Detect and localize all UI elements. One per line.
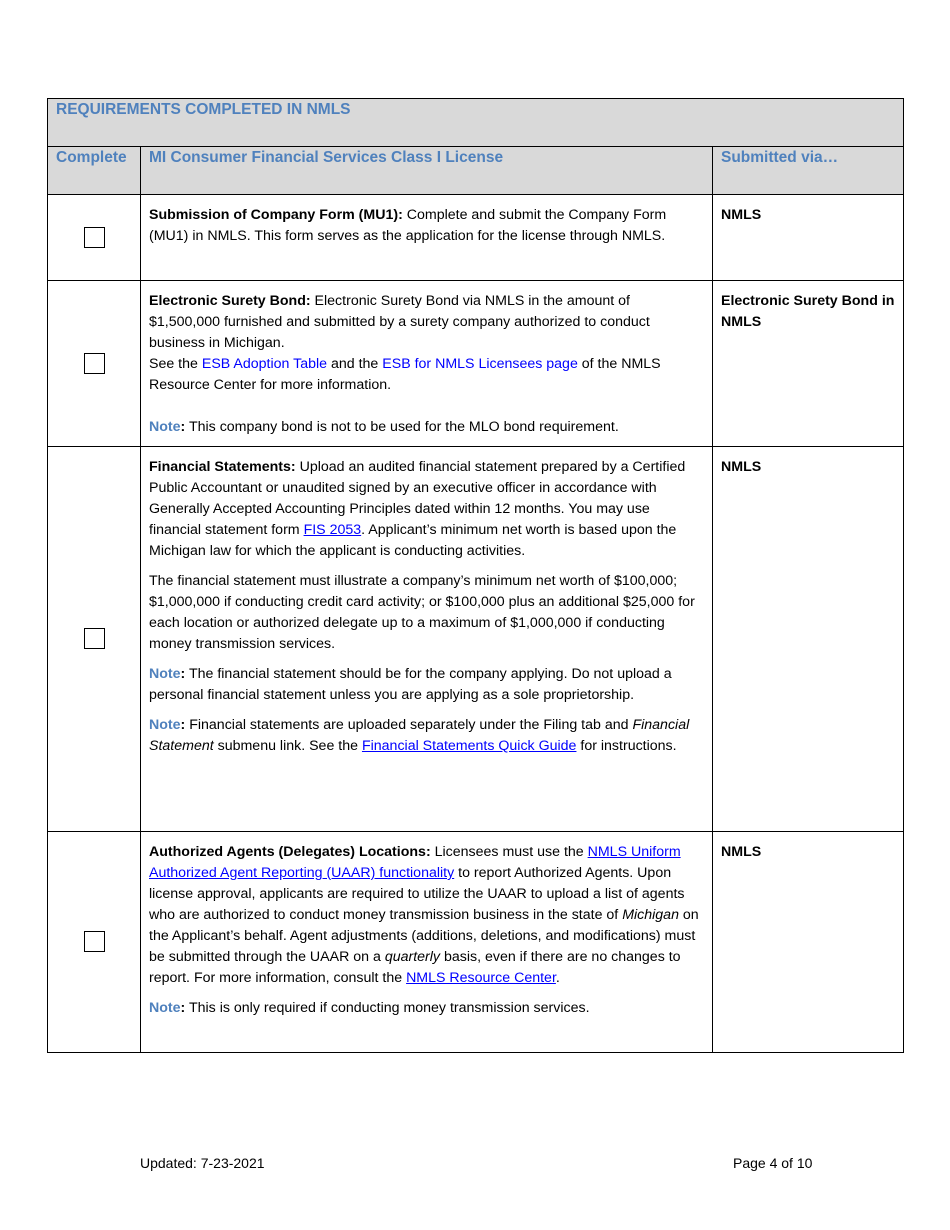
header-license-cell bbox=[141, 147, 713, 195]
note-italic: Financial Statement bbox=[149, 717, 690, 754]
footer-page-number: Page 4 of 10 bbox=[733, 1155, 813, 1171]
complete-checkbox[interactable] bbox=[84, 353, 105, 374]
nmls-resource-center-link[interactable]: NMLS Resource Center bbox=[406, 970, 556, 986]
table-title-cell bbox=[48, 99, 904, 147]
uaar-functionality-link[interactable]: NMLS Uniform Authorized Agent Reporting (UAAR) functionality bbox=[149, 844, 681, 881]
requirement-text-4: basis, even if there are no changes to report. For more information, consult the bbox=[149, 949, 681, 986]
requirement-title: Electronic Surety Bond: bbox=[149, 293, 311, 309]
footer-updated: Updated: 7-23-2021 bbox=[140, 1155, 265, 1171]
net-worth-paragraph: The financial statement must illustrate a company’s minimum net worth of $100,000; $1,000,000 if conducting credit card activity; or $100,000 plus an additional $25,000 for each location or authorized delegate up to a maximum of $1,000,000 if conducting money transmission services. bbox=[149, 573, 695, 652]
requirement-text-3: on the Applicant’s behalf. Agent adjustments (additions, deletions, and modifications) must be submitted through the UAAR on a bbox=[149, 907, 699, 965]
requirement-title: Authorized Agents (Delegates) Locations: bbox=[149, 844, 431, 860]
header-complete-cell bbox=[48, 147, 141, 195]
requirement-description bbox=[141, 281, 713, 447]
note-colon: : bbox=[180, 419, 186, 435]
note-text-2: submenu link. See the bbox=[213, 738, 362, 754]
checkbox-cell bbox=[48, 281, 141, 447]
checkbox-cell bbox=[48, 195, 141, 281]
requirement-title: Submission of Company Form (MU1): bbox=[149, 207, 403, 223]
table-row bbox=[48, 195, 904, 281]
submitted-via-value: NMLS bbox=[713, 832, 904, 1053]
requirement-text: Complete and submit the Company Form (MU1) in NMLS. This form serves as the application for the license through NMLS. bbox=[149, 207, 667, 244]
esb-adoption-table-link[interactable]: ESB Adoption Table bbox=[201, 356, 328, 372]
requirement-paragraph bbox=[149, 842, 704, 989]
note-colon: : bbox=[180, 1000, 186, 1016]
requirement-text-2: . Applicant’s minimum net worth is based upon the Michigan law for which the applicant is conducting activities. bbox=[149, 522, 677, 559]
table-row bbox=[48, 447, 904, 832]
note-text: This company bond is not to be used for the MLO bond requirement. bbox=[185, 419, 619, 435]
note-paragraph bbox=[149, 715, 704, 757]
requirement-paragraph bbox=[149, 291, 704, 396]
note-paragraph bbox=[149, 664, 704, 706]
checkbox-cell bbox=[48, 832, 141, 1053]
note-paragraph bbox=[149, 417, 704, 438]
complete-checkbox[interactable] bbox=[84, 628, 105, 649]
requirements-table bbox=[47, 98, 904, 1053]
requirement-description bbox=[141, 447, 713, 832]
note-text-3: for instructions. bbox=[576, 738, 677, 754]
requirement-title: Financial Statements: bbox=[149, 459, 296, 475]
note-colon: : bbox=[180, 717, 186, 733]
checkbox-cell bbox=[48, 447, 141, 832]
table-row bbox=[48, 281, 904, 447]
note-label: Note bbox=[149, 666, 181, 682]
submitted-via-value: NMLS bbox=[713, 447, 904, 832]
frequency-italic: quarterly bbox=[384, 949, 441, 965]
header-license: MI Consumer Financial Services Class I License bbox=[149, 149, 504, 166]
complete-checkbox[interactable] bbox=[84, 931, 105, 952]
state-italic: Michigan bbox=[622, 907, 679, 923]
table-title: REQUIREMENTS COMPLETED IN NMLS bbox=[56, 101, 351, 118]
requirement-description bbox=[141, 832, 713, 1053]
note-text: Financial statements are uploaded separately under the Filing tab and bbox=[185, 717, 633, 733]
note-text: This is only required if conducting money transmission services. bbox=[185, 1000, 590, 1016]
note-label: Note bbox=[149, 1000, 181, 1016]
requirement-paragraph bbox=[149, 457, 704, 562]
fis-2053-link[interactable]: FIS 2053 bbox=[303, 522, 362, 538]
requirement-text-2: to report Authorized Agents. Upon license approval, applicants are required to utilize the UAAR to upload a list of agents who are authorized to conduct money transmission business in the state of bbox=[149, 865, 685, 923]
requirement-text-5: . bbox=[555, 970, 560, 986]
note-paragraph bbox=[149, 998, 704, 1019]
note-label: Note bbox=[149, 717, 181, 733]
requirement-text: Licensees must use the bbox=[430, 844, 588, 860]
and-the-text: and the bbox=[327, 356, 383, 372]
requirement-text: Electronic Surety Bond via NMLS in the amount of $1,500,000 furnished and submitted by a surety company authorized to conduct business in Michigan. bbox=[149, 293, 650, 351]
header-submitted-cell bbox=[713, 147, 904, 195]
header-submitted-via: Submitted via… bbox=[721, 149, 839, 166]
table-header-row bbox=[48, 147, 904, 195]
submitted-via-value: NMLS bbox=[713, 195, 904, 281]
note-colon: : bbox=[180, 666, 186, 682]
requirement-paragraph bbox=[149, 205, 704, 247]
table-title-row bbox=[48, 99, 904, 147]
esb-licensees-page-link[interactable]: ESB for NMLS Licensees page bbox=[382, 356, 578, 372]
see-prefix: See the bbox=[149, 356, 202, 372]
requirement-text: Upload an audited financial statement prepared by a Certified Public Accountant or unaudited signed by an executive officer in accordance with Generally Accepted Accounting Principles dated within 12 months. You may use financial statement form bbox=[149, 459, 686, 538]
requirement-description bbox=[141, 195, 713, 281]
note-text: The financial statement should be for the company applying. Do not upload a personal financial statement unless you are applying as a sole proprietorship. bbox=[149, 666, 672, 703]
see-suffix: of the NMLS Resource Center for more information. bbox=[149, 356, 661, 393]
financial-statements-quick-guide-link[interactable]: Financial Statements Quick Guide bbox=[361, 738, 577, 754]
table-row bbox=[48, 832, 904, 1053]
header-complete: Complete bbox=[56, 149, 127, 166]
note-label: Note bbox=[149, 419, 181, 435]
complete-checkbox[interactable] bbox=[84, 227, 105, 248]
submitted-via-value: Electronic Surety Bond in NMLS bbox=[713, 281, 904, 447]
